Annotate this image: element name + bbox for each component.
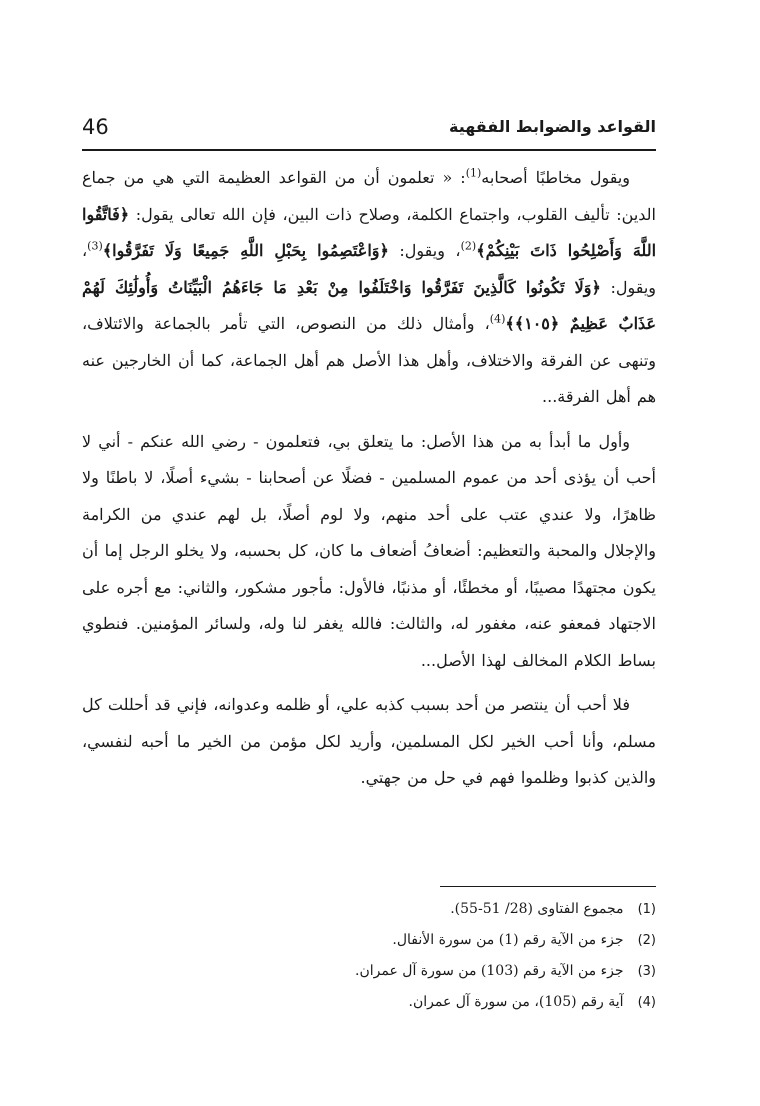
footnote-rule <box>440 886 656 887</box>
footnote-ref-1: (1) <box>465 166 482 180</box>
footnote-item: (2) جزء من الآية رقم (1) من سورة الأنفال. <box>392 932 656 948</box>
quran-verse-3: ﴿وَلَا تَكُونُوا كَالَّذِينَ تَفَرَّقُوا وَاخْتَلَفُوا مِنْ بَعْدِ مَا جَاءَهُمُ الْبَيِّنَاتُ وَأُولَٰئِكَ لَهُمْ عَذَابٌ عَظِيمٌ ﴿١٠٥﴾﴾ <box>82 277 656 333</box>
running-title: القواعد والضوابط الفقهية <box>448 117 656 136</box>
paragraph-2: وأول ما أبدأ به من هذا الأصل: ما يتعلق بي، فتعلمون - رضي الله عنكم - أني لا أحب أن يؤذى أحد من عموم المسلمين - فضلًا عن أصحابنا - بشيء أصلًا، لا باطنًا ولا ظاهرًا، ولا عندي عتب على أحد منهم، ولا لوم أصلًا، بل لهم عندي من الكرامة والإجلال والمحبة والتعظيم: أضعافُ أضعاف ما كان، كل بحسبه، ولا يخلو الرجل إما أن يكون مجتهدًا مصيبًا، أو مخطئًا، أو مذنبًا، فالأول: مأجور مشكور، والثاني: مع أجره على الاجتهاد فمعفو عنه، مغفور له، والثالث: فالله يغفر لنا وله، ولسائر المؤمنين. فنطوي بساط الكلام المخالف لهذا الأصل... <box>82 431 656 670</box>
quran-verse-1: ﴿فَاتَّقُوا اللَّهَ وَأَصْلِحُوا ذَاتَ بَيْنِكُمْ﴾ <box>82 204 657 260</box>
footnote-item: (3) جزء من الآية رقم (103) من سورة آل عمران. <box>355 963 656 979</box>
footnote-ref-4: (4) <box>489 312 506 326</box>
paragraph-3: فلا أحب أن ينتصر من أحد بسبب كذبه علي، أو ظلمه وعدوانه، فإني قد أحللت كل مسلم، وأنا أحب الخير لكل المسلمين، وأريد لكل مؤمن من الخير ما أحبه لنفسي، والذين كذبوا وظلموا فهم في حل من جهتي. <box>82 695 656 787</box>
footnotes <box>82 894 656 1018</box>
header-rule <box>82 149 656 151</box>
page-number: 46 <box>82 115 109 139</box>
footnote-item: (4) آية رقم (105)، من سورة آل عمران. <box>408 994 656 1010</box>
footnote-item: (1) مجموع الفتاوى (28/ 51-55). <box>450 901 656 917</box>
main-text <box>82 160 656 797</box>
paragraph-1: ويقول مخاطبًا أصحابه$^{(1)}$: « تعلمون أن من القواعد العظيمة التي هي من جماع الدين: تأليف القلوب، واجتماع الكلمة، وصلاح ذات البين، فإن الله تعالى يقول: ﴿فَاتَّقُوا اللَّهَ وَأَصْلِحُوا ذَاتَ بَيْنِكُمْ﴾$^{(2)}$، ويقول: ﴿وَاعْتَصِمُوا بِحَبْلِ اللَّهِ جَمِيعًا وَلَا تَفَرَّقُوا﴾$^{(3)}$، ويقول: ﴿وَلَا تَكُونُوا كَالَّذِينَ تَفَرَّقُوا وَاخْتَلَفُوا مِنْ بَعْدِ مَا جَاءَهُمُ الْبَيِّنَاتُ وَأُولَٰئِكَ لَهُمْ عَذَابٌ عَظِيمٌ ﴿١٠٥﴾﴾$^{(4)}$، وأمثال ذلك من النصوص، التي تأمر بالجماعة والائتلاف، وتنهى عن الفرقة والاختلاف، وأهل هذا الأصل هم أهل الجماعة، كما أن الخارجين عنه هم أهل الفرقة... <box>82 166 657 406</box>
footnote-ref-3: (3) <box>87 239 103 253</box>
quran-verse-2: ﴿وَاعْتَصِمُوا بِحَبْلِ اللَّهِ جَمِيعًا وَلَا تَفَرَّقُوا﴾ <box>102 241 389 260</box>
footnote-ref-2: (2) <box>460 239 477 253</box>
page-header <box>82 112 656 148</box>
